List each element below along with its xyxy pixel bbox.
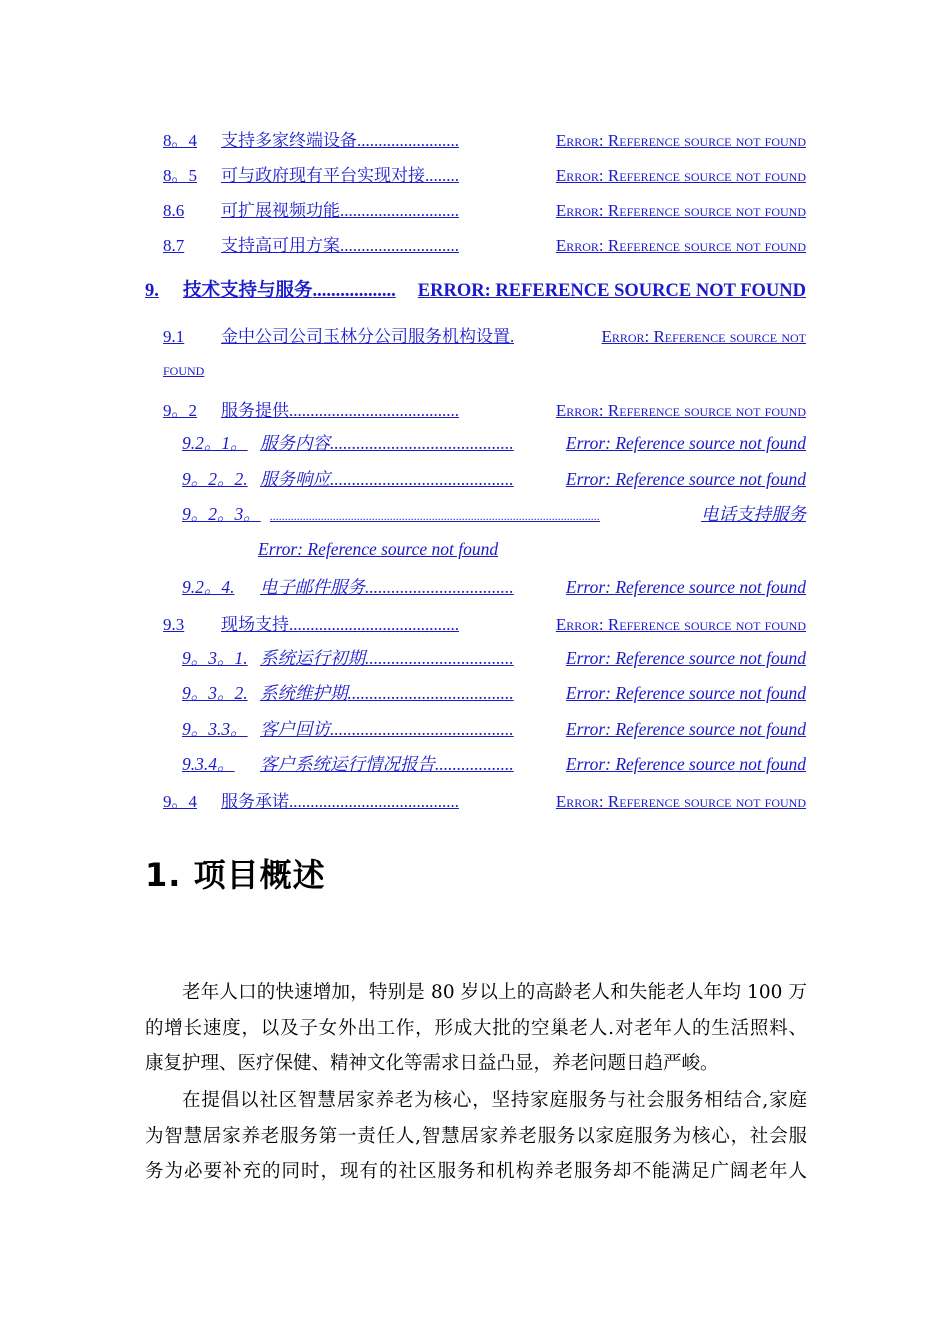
- toc-entry-9[interactable]: [145, 276, 806, 302]
- toc-leader: ............................: [340, 201, 459, 220]
- toc-title: 可扩展视频功能: [221, 201, 340, 220]
- toc-entry-9-2-3[interactable]: [182, 501, 806, 526]
- toc-entry-9-2-2[interactable]: [182, 466, 806, 491]
- toc-leader: ..................................: [365, 577, 514, 597]
- toc-leader: ......................................: [347, 683, 514, 703]
- section-heading: 1. 项目概述: [145, 856, 326, 894]
- toc-page-ref: Error: Reference source not: [601, 327, 806, 346]
- toc-title: 技术支持与服务: [183, 281, 313, 301]
- toc-page-ref: Error: Reference source not found: [565, 577, 806, 597]
- toc-page-ref: Error: Reference source not found: [565, 754, 806, 774]
- toc-title: 系统维护期: [260, 683, 348, 703]
- toc-leader: ........................................: [289, 792, 459, 811]
- toc-page-ref: Error: Reference source not found: [555, 792, 806, 811]
- toc-entry-9-1[interactable]: [163, 322, 806, 347]
- toc-number: 9。4: [163, 792, 197, 811]
- toc-leader: ........................................: [289, 615, 459, 634]
- paragraph-line: 老年人口的快速增加，特别是 80 岁以上的高龄老人和失能老人年均 100 万: [182, 982, 807, 1003]
- toc-entry-9-2-1[interactable]: [182, 430, 806, 455]
- toc-number: 9.3.4。: [182, 754, 235, 774]
- paragraph-line: 为智慧居家养老服务第一责任人,智慧居家养老服务以家庭服务为核心，社会服: [145, 1125, 807, 1147]
- toc-number: 9.2。1。: [182, 433, 248, 453]
- toc-title: 服务承诺: [221, 792, 289, 811]
- toc-number: 8。4: [163, 131, 197, 150]
- toc-entry-9-3-1[interactable]: [182, 645, 806, 670]
- toc-entry-9-2-4[interactable]: [182, 574, 806, 599]
- toc-number: 9。3.3。: [182, 719, 248, 739]
- toc-page-ref: 电话支持服务: [701, 504, 806, 524]
- toc-leader: ............................: [340, 236, 459, 255]
- paragraph-line: 康复护理、医疗保健、精神文化等需求日益凸显，养老问题日趋严峻。: [145, 1053, 719, 1074]
- toc-leader: ..........................................: [330, 433, 514, 453]
- toc-leader: ..........................................: [330, 469, 514, 489]
- toc-title: 服务响应: [260, 469, 330, 489]
- toc-title: 电子邮件服务: [260, 577, 365, 597]
- body-paragraph-1: [145, 975, 807, 1082]
- toc-page-ref: Error: Reference source not found: [565, 719, 806, 739]
- paragraph-line: 务为必要补充的同时，现有的社区服务和机构养老服务却不能满足广阔老年人: [145, 1161, 807, 1182]
- toc-leader: .: [510, 327, 515, 346]
- paragraph-line: 的增长速度，以及子女外出工作，形成大批的空巢老人.对老年人的生活照料、: [145, 1017, 807, 1039]
- toc-leader: ........: [425, 166, 459, 185]
- toc-number: 9。3。2.: [182, 683, 248, 703]
- toc-entry-9-3-4[interactable]: [182, 751, 806, 776]
- toc-page-ref: Error: Reference source not found: [555, 201, 806, 220]
- toc-title: 服务提供: [221, 401, 289, 420]
- toc-title: 客户回访: [260, 719, 330, 739]
- toc-page-ref-continued[interactable]: found: [163, 360, 205, 379]
- toc-page-ref: Error: Reference source not found: [555, 131, 806, 150]
- toc-number: 8.6: [163, 201, 185, 220]
- toc-page-ref: Error: Reference source not found: [555, 236, 806, 255]
- toc-number: 9.1: [163, 327, 185, 346]
- toc-page-ref: Error: Reference source not found: [565, 648, 806, 668]
- toc-title: 客户系统运行情况报告: [260, 754, 435, 774]
- paragraph-line: 在提倡以社区智慧居家养老为核心，坚持家庭服务与社会服务相结合,家庭: [182, 1090, 807, 1111]
- toc-leader: ..........................................: [330, 719, 514, 739]
- toc-entry-8-4[interactable]: [163, 126, 806, 151]
- toc-entry-8-5[interactable]: [163, 161, 806, 186]
- toc-title: 现场支持: [221, 615, 289, 634]
- toc-title: 系统运行初期: [260, 648, 365, 668]
- toc-entry-9-3-3[interactable]: [182, 716, 806, 741]
- toc-page-ref: Error: Reference source not found: [565, 469, 806, 489]
- toc-leader: ..............................................................................................................: [270, 509, 600, 523]
- toc-number: 9.2。4.: [182, 577, 235, 597]
- toc-title: 支持多家终端设备: [221, 131, 357, 150]
- body-paragraph-2: [145, 1083, 807, 1190]
- toc-number: 8.7: [163, 236, 185, 255]
- toc-leader: ..................................: [365, 648, 514, 668]
- toc-entry-8-6[interactable]: [163, 196, 806, 221]
- toc-number: 9。2。2.: [182, 469, 248, 489]
- toc-entry-9-2[interactable]: [163, 396, 806, 421]
- toc-title: 可与政府现有平台实现对接: [221, 166, 425, 185]
- toc-title: 服务内容: [260, 433, 330, 453]
- toc-number: 9。2。3。: [182, 504, 261, 524]
- toc-page-ref: ERROR: REFERENCE SOURCE NOT FOUND: [417, 281, 806, 301]
- toc-entry-8-7[interactable]: [163, 231, 806, 256]
- toc-page-ref-continued[interactable]: Error: Reference source not found: [258, 539, 499, 559]
- toc-page-ref: Error: Reference source not found: [555, 166, 806, 185]
- toc-leader: ........................................: [289, 401, 459, 420]
- toc-entry-9-3[interactable]: [163, 610, 806, 635]
- toc-page-ref: Error: Reference source not found: [565, 683, 806, 703]
- toc-entry-9-3-2[interactable]: [182, 680, 806, 705]
- toc-number: 9.3: [163, 615, 185, 634]
- toc-title: 金中公司公司玉林分公司服务机构设置: [221, 327, 510, 346]
- toc-page-ref: Error: Reference source not found: [555, 615, 806, 634]
- toc-entry-9-4[interactable]: [163, 787, 806, 812]
- toc-page-ref: Error: Reference source not found: [565, 433, 806, 453]
- toc-leader: ........................: [357, 131, 459, 150]
- toc-number: 9。3。1.: [182, 648, 248, 668]
- toc-number: 8。5: [163, 166, 197, 185]
- toc-leader: ..................: [312, 281, 396, 301]
- toc-page-ref: Error: Reference source not found: [555, 401, 806, 420]
- toc-title: 支持高可用方案: [221, 236, 340, 255]
- toc-leader: ..................: [435, 754, 514, 774]
- toc-number: 9。2: [163, 401, 197, 420]
- toc-number: 9.: [145, 281, 159, 301]
